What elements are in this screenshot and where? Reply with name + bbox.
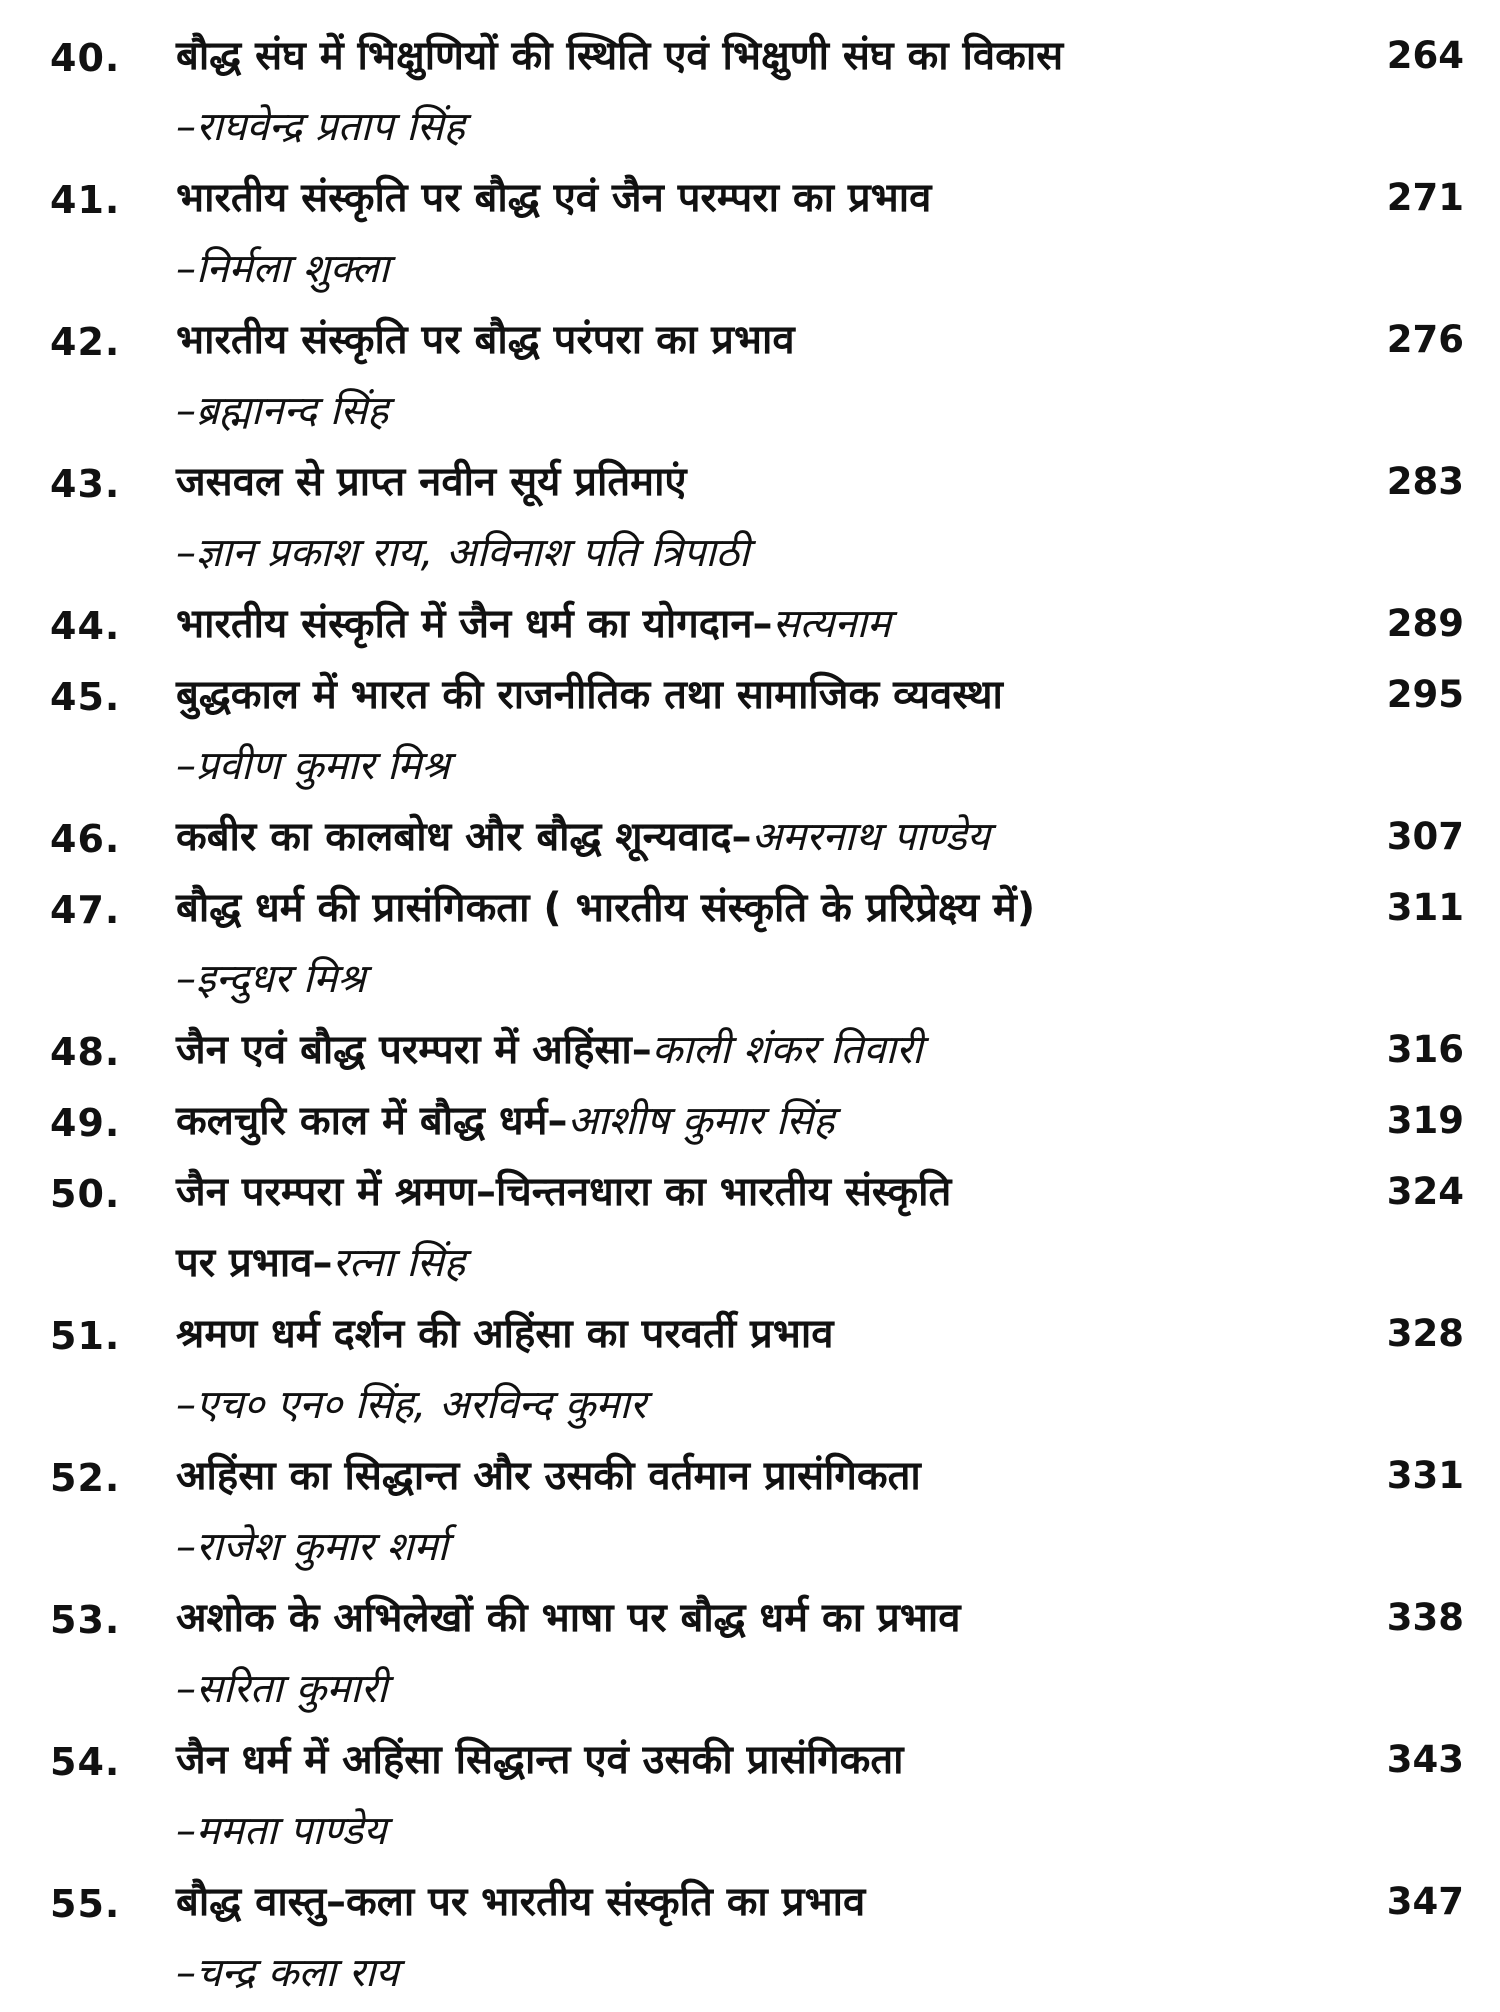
entry-author: रत्ना सिंह — [332, 1240, 466, 1286]
entry-number: 44. — [50, 604, 121, 648]
toc-entry — [0, 876, 1500, 1018]
toc-second-line — [0, 1231, 1500, 1302]
toc-title-line — [0, 1018, 1500, 1089]
entry-page-number: 307 — [1386, 815, 1464, 858]
toc-entry — [0, 592, 1500, 663]
entry-title-text: भारतीय संस्कृति पर बौद्ध परंपरा का प्रभाव — [176, 317, 795, 363]
toc-title-line — [0, 450, 1500, 521]
toc-title-line — [0, 24, 1500, 95]
toc-second-line — [0, 1373, 1500, 1444]
entry-page-number: 316 — [1386, 1028, 1464, 1071]
entry-page-number: 328 — [1386, 1312, 1464, 1355]
entry-page-number: 283 — [1386, 460, 1464, 503]
entry-title-text: बौद्ध संघ में भिक्षुणियों की स्थिति एवं भिक्षुणी संघ का विकास — [176, 33, 1064, 79]
entry-author: –ब्रह्मानन्द सिंह — [176, 388, 389, 434]
entry-number: 54. — [50, 1740, 121, 1784]
toc-second-line — [0, 1799, 1500, 1870]
entry-page-number: 295 — [1386, 673, 1464, 716]
entry-title-text: जैन एवं बौद्ध परम्परा में अहिंसा– — [176, 1027, 652, 1073]
toc-title-line — [0, 1089, 1500, 1160]
toc-second-line — [0, 379, 1500, 450]
entry-title-text: बौद्ध धर्म की प्रासंगिकता ( भारतीय संस्कृति के प्ररिप्रेक्ष्य में) — [176, 885, 1036, 931]
toc-entry — [0, 1089, 1500, 1160]
toc-second-line — [0, 1941, 1500, 2012]
entry-author: –प्रवीण कुमार मिश्र — [176, 743, 450, 789]
toc-title-line — [0, 663, 1500, 734]
entry-number: 55. — [50, 1882, 121, 1926]
entry-page-number: 338 — [1386, 1596, 1464, 1639]
entry-title-text: जैन धर्म में अहिंसा सिद्धान्त एवं उसकी प्रासंगिकता — [176, 1737, 904, 1783]
toc-title-line — [0, 1870, 1500, 1941]
entry-title — [176, 1590, 961, 1646]
toc-title-line — [0, 592, 1500, 663]
entry-title — [176, 1093, 834, 1149]
entry-number: 40. — [50, 36, 121, 80]
entry-number: 47. — [50, 888, 121, 932]
entry-title-text: पर प्रभाव– — [176, 1240, 333, 1286]
entry-page-number: 319 — [1386, 1099, 1464, 1142]
entry-title — [176, 170, 931, 226]
entry-page-number: 331 — [1386, 1454, 1464, 1497]
entry-author: काली शंकर तिवारी — [651, 1027, 923, 1073]
entry-title — [176, 596, 891, 652]
entry-number: 45. — [50, 675, 121, 719]
entry-author: –राघवेन्द्र प्रताप सिंह — [176, 104, 465, 150]
toc-entry — [0, 1586, 1500, 1728]
entry-title-text: जसवल से प्राप्त नवीन सूर्य प्रतिमाएं — [176, 459, 687, 505]
entry-title-continuation — [176, 1235, 465, 1291]
entry-author: –ज्ञान प्रकाश राय, अविनाश पति त्रिपाठी — [176, 530, 750, 576]
entry-title — [176, 312, 795, 368]
entry-number: 41. — [50, 178, 121, 222]
entry-page-number: 311 — [1386, 886, 1464, 929]
toc-title-line — [0, 1160, 1500, 1231]
entry-author: –राजेश कुमार शर्मा — [176, 1524, 448, 1570]
toc-title-line — [0, 1302, 1500, 1373]
entry-author: –निर्मला शुक्ला — [176, 246, 390, 292]
entry-author: सत्यनाम — [772, 601, 891, 647]
entry-page-number: 347 — [1386, 1880, 1464, 1923]
toc-title-line — [0, 805, 1500, 876]
entry-author: आशीष कुमार सिंह — [567, 1098, 835, 1144]
entry-title — [176, 1874, 865, 1930]
toc-entry — [0, 1728, 1500, 1870]
toc-title-line — [0, 1728, 1500, 1799]
entry-title-text: कलचुरि काल में बौद्ध धर्म– — [176, 1098, 568, 1144]
entry-title-text: कबीर का कालबोध और बौद्ध शून्यवाद– — [176, 814, 752, 860]
toc-second-line — [0, 947, 1500, 1018]
entry-author: –एच० एन० सिंह, अरविन्द कुमार — [176, 1382, 647, 1428]
entry-title — [176, 880, 1035, 936]
entry-title — [176, 1306, 833, 1362]
toc-entry — [0, 308, 1500, 450]
entry-title-text: श्रमण धर्म दर्शन की अहिंसा का परवर्ती प्रभाव — [176, 1311, 834, 1357]
toc-title-line — [0, 308, 1500, 379]
entry-author: –इन्दुधर मिश्र — [176, 956, 366, 1002]
entry-title-text: भारतीय संस्कृति पर बौद्ध एवं जैन परम्परा का प्रभाव — [176, 175, 932, 221]
toc-second-line — [0, 95, 1500, 166]
toc-entry — [0, 663, 1500, 805]
toc-entry — [0, 166, 1500, 308]
entry-title-text: बुद्धकाल में भारत की राजनीतिक तथा सामाजिक व्यवस्था — [176, 672, 1003, 718]
entry-title — [176, 1022, 923, 1078]
entry-number: 43. — [50, 462, 121, 506]
table-of-contents — [0, 24, 1500, 2012]
toc-entry — [0, 1160, 1500, 1302]
entry-page-number: 264 — [1386, 34, 1464, 77]
entry-number: 53. — [50, 1598, 121, 1642]
entry-author: –चन्द्र कला राय — [176, 1950, 399, 1996]
toc-title-line — [0, 1444, 1500, 1515]
toc-entry — [0, 1870, 1500, 2012]
entry-author: –ममता पाण्डेय — [176, 1808, 387, 1854]
entry-title — [176, 454, 687, 510]
entry-number: 46. — [50, 817, 121, 861]
entry-title — [176, 1732, 904, 1788]
entry-page-number: 271 — [1386, 176, 1464, 219]
entry-number: 50. — [50, 1172, 121, 1216]
entry-page-number: 324 — [1386, 1170, 1464, 1213]
entry-title-text: बौद्ध वास्तु–कला पर भारतीय संस्कृति का प्रभाव — [176, 1879, 866, 1925]
entry-page-number: 289 — [1386, 602, 1464, 645]
entry-author: अमरनाथ पाण्डेय — [751, 814, 990, 860]
entry-page-number: 276 — [1386, 318, 1464, 361]
entry-title-text: अहिंसा का सिद्धान्त और उसकी वर्तमान प्रासंगिकता — [176, 1453, 921, 1499]
toc-entry — [0, 1302, 1500, 1444]
toc-second-line — [0, 1515, 1500, 1586]
entry-title — [176, 667, 1003, 723]
toc-second-line — [0, 734, 1500, 805]
entry-number: 52. — [50, 1456, 121, 1500]
entry-title-text: अशोक के अभिलेखों की भाषा पर बौद्ध धर्म का प्रभाव — [176, 1595, 961, 1641]
toc-entry — [0, 450, 1500, 592]
entry-number: 48. — [50, 1030, 121, 1074]
entry-title — [176, 28, 1063, 84]
entry-title — [176, 809, 990, 865]
toc-second-line — [0, 237, 1500, 308]
entry-title-text: भारतीय संस्कृति में जैन धर्म का योगदान– — [176, 601, 773, 647]
toc-title-line — [0, 166, 1500, 237]
entry-number: 51. — [50, 1314, 121, 1358]
entry-author: –सरिता कुमारी — [176, 1666, 388, 1712]
entry-title — [176, 1448, 921, 1504]
toc-title-line — [0, 1586, 1500, 1657]
toc-second-line — [0, 521, 1500, 592]
toc-second-line — [0, 1657, 1500, 1728]
entry-title-text: जैन परम्परा में श्रमण–चिन्तनधारा का भारतीय संस्कृति — [176, 1169, 952, 1215]
toc-entry — [0, 1018, 1500, 1089]
entry-number: 49. — [50, 1101, 121, 1145]
toc-title-line — [0, 876, 1500, 947]
toc-entry — [0, 805, 1500, 876]
entry-number: 42. — [50, 320, 121, 364]
toc-entry — [0, 24, 1500, 166]
toc-entry — [0, 1444, 1500, 1586]
entry-title — [176, 1164, 951, 1220]
entry-page-number: 343 — [1386, 1738, 1464, 1781]
